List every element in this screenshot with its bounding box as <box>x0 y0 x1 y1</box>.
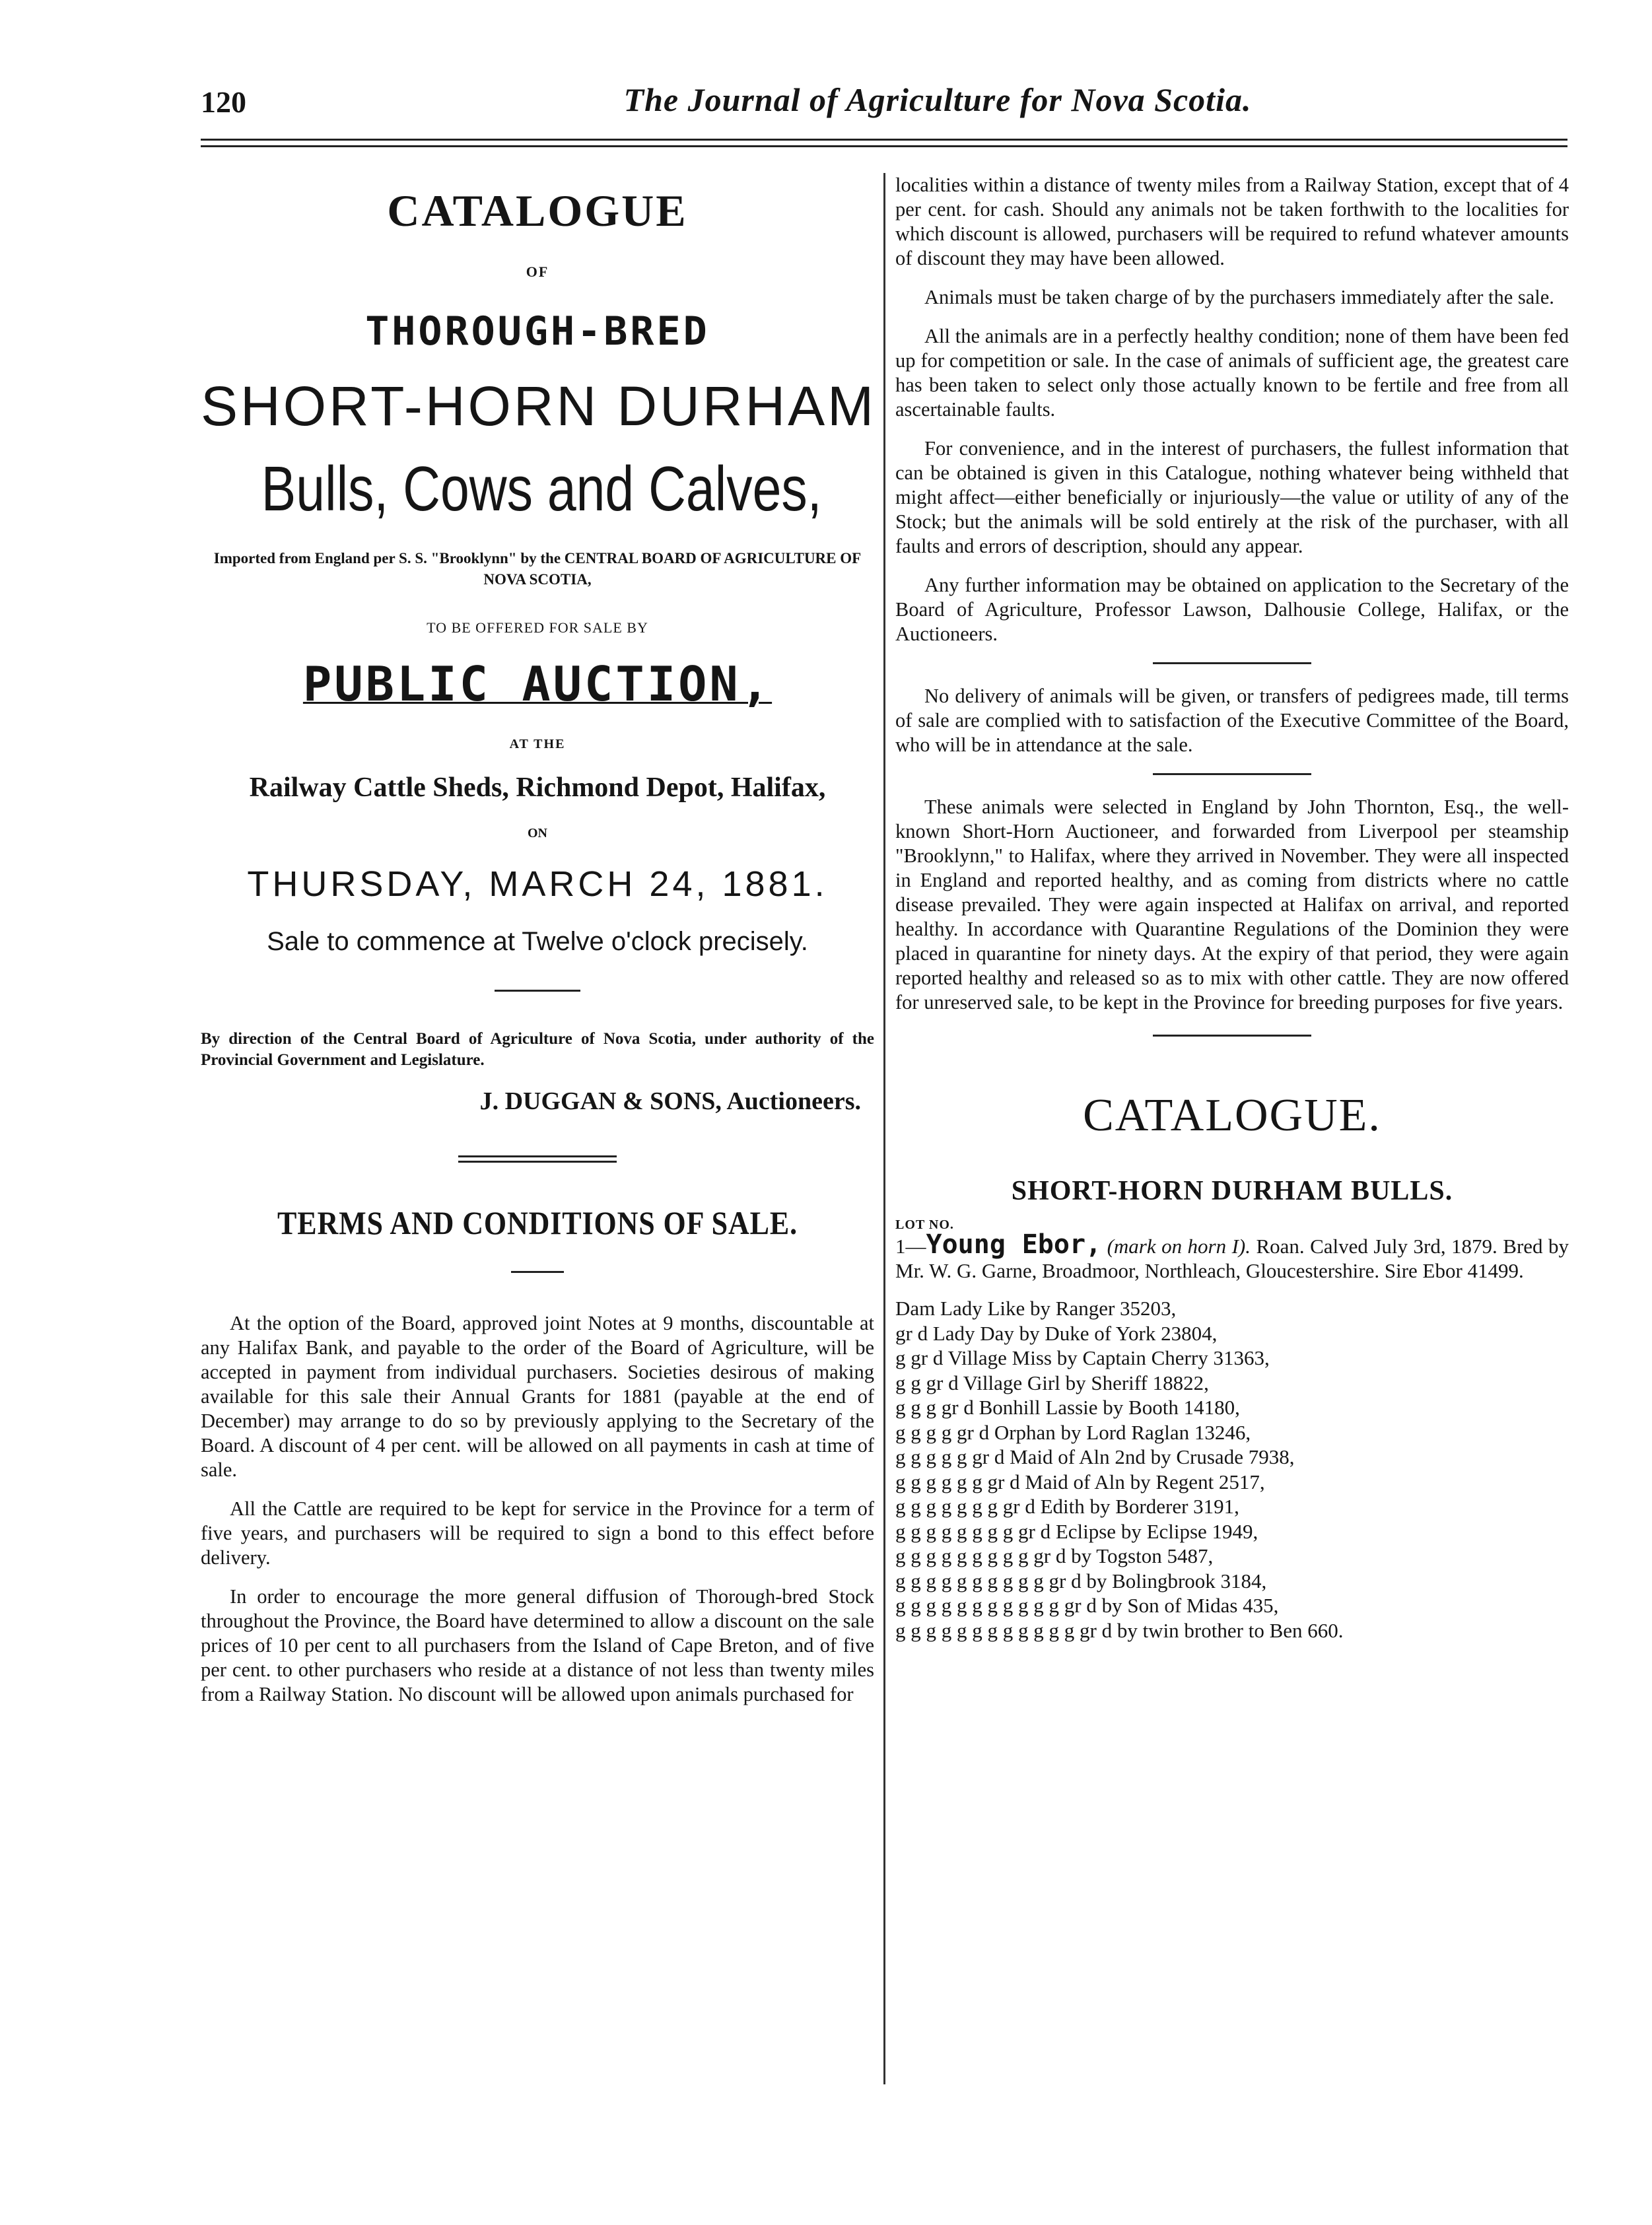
conditions-paragraph-3: All the animals are in a perfectly healthy condition; none of them have been fed up for competition or sale. In the case of animals of sufficient age, the greatest care has been taken to select only those actually known to be fertile and free from all ascertainable faults. <box>895 325 1569 421</box>
direction-notice: By direction of the Central Board of Agriculture of Nova Scotia, under authority of the Provincial Government and Legislature. <box>201 1030 874 1069</box>
delivery-paragraph: No delivery of animals will be given, or transfers of pedigrees made, till terms of sale are complied with to satisfaction of the Executive Committee of the Board, who will be in attendance at the sale. <box>895 685 1569 756</box>
entry-description: Roan. Calved July 3rd, 1879. Bred by Mr. W. G. Garne, Broadmoor, Northleach, Gloucestershire. Sire Ebor 41499. <box>895 1235 1569 1282</box>
lot-number: 1— <box>895 1235 926 1258</box>
of-line: OF <box>526 263 549 280</box>
horn-mark: (mark on horn I). <box>1107 1235 1251 1258</box>
imported-notice: Imported from England per S. S. "Brooklynn" by the CENTRAL BOARD OF AGRICULTURE OF NOVA SCOTIA, <box>213 550 862 588</box>
pedigree-line: g g gr d Village Girl by Sheriff 18822, <box>895 1371 1209 1394</box>
conditions-paragraph-2: Animals must be taken charge of by the purchasers immediately after the sale. <box>924 286 1554 308</box>
pedigree-line: g g g g g g g g g g gr d by Bolingbrook 3184, <box>895 1569 1267 1592</box>
terms-paragraph-1: At the option of the Board, approved joint Notes at 9 months, discountable at any Halifax Bank, and payable to the order of the Board of Agriculture, will be accepted in payment from individual purchasers. Societies desirous of making available for this sale their Annual Grants for 1881 (payable at the end of December) may arrange to do so by previously applying to the Secretary of the Board. A discount of 4 per cent. will be allowed on all payments in cash at time of sale. <box>201 1312 874 1481</box>
pedigree-line: gr d Lady Day by Duke of York 23804, <box>895 1321 1218 1345</box>
terms-paragraph-2: All the Cattle are required to be kept for service in the Province for a term of five years, and purchasers will be required to sign a bond to this effect before delivery. <box>201 1497 874 1569</box>
conditions-paragraph-1: localities within a distance of twenty miles from a Railway Station, except that of 4 per cent. for cash. Should any animals not be taken forthwith to the localities for which discount is allowed, purchasers will be required to refund whatever amounts of discount they may have been allowed. <box>895 174 1569 269</box>
pedigree-line: g g g g g g g g g g g gr d by Son of Midas 435, <box>895 1594 1279 1617</box>
column-divider <box>883 173 885 2084</box>
pedigree-line: g g g g g g g gr d Edith by Borderer 3191, <box>895 1495 1239 1518</box>
pedigree-line: g g g g g g g g gr d Eclipse by Eclipse 1949, <box>895 1519 1258 1543</box>
terms-rule <box>511 1271 564 1273</box>
thorough-bred-line: THOROUGH-BRED <box>365 308 710 355</box>
short-horn-durham-line: SHORT-HORN DURHAM <box>201 375 877 437</box>
section-rule <box>495 990 580 992</box>
pedigree-line: g gr d Village Miss by Captain Cherry 31363, <box>895 1346 1270 1369</box>
catalogue-title: CATALOGUE <box>387 186 688 236</box>
paragraph-rule-3 <box>1153 1035 1311 1037</box>
catalogue-heading: CATALOGUE. <box>1083 1090 1381 1141</box>
terms-title: TERMS AND CONDITIONS OF SALE. <box>277 1204 798 1241</box>
selection-paragraph: These animals were selected in England by John Thornton, Esq., the well-known Short-Horn Auctioneer, and forwarded from Liverpool per steamship "Brooklynn," to Halifax, where they arrived in November. They were all inspected in England and reported healthy, and as coming from districts where no cattle disease prevailed. They were again inspected at Halifax on arrival, and reported healthy. In accordance with Quarantine Regulations of the Dominion they were placed in quarantine for ninety days. At the expiry of that period, they were again reported healthy and released so as to mix with other cattle. They are now offered for unreserved sale, to be kept in the Province for breeding purposes for five years. <box>895 796 1569 1013</box>
pedigree-line: g g g g g gr d Maid of Aln 2nd by Crusade 7938, <box>895 1445 1295 1468</box>
right-column <box>895 173 1569 1643</box>
page-number: 120 <box>201 85 246 119</box>
commence-line: Sale to commence at Twelve o'clock precisely. <box>267 927 808 956</box>
venue-line: Railway Cattle Sheds, Richmond Depot, Halifax, <box>249 772 826 803</box>
pedigree-list <box>895 1296 1569 1643</box>
lot-entry-1 <box>895 1229 1569 1283</box>
public-auction-line: PUBLIC AUCTION, <box>302 656 773 712</box>
journal-title: The Journal of Agriculture for Nova Scotia. <box>623 81 1252 118</box>
bulls-heading: SHORT-HORN DURHAM BULLS. <box>1011 1176 1453 1206</box>
pedigree-line: g g g g g g gr d Maid of Aln by Regent 2517, <box>895 1470 1265 1493</box>
conditions-paragraph-4: For convenience, and in the interest of purchasers, the fullest information that can be obtained is given in this Catalogue, nothing whatever being withheld that might affect—either beneficially or injuriously—the value or utility of any of the Stock; but the animals will be sold entirely at the risk of the purchaser, with all faults and errors of description, should any appear. <box>895 437 1569 557</box>
paragraph-rule-1 <box>1153 662 1311 664</box>
left-column <box>201 173 877 1707</box>
header-rule-bottom <box>201 145 1567 147</box>
pedigree-line: Dam Lady Like by Ranger 35203, <box>895 1297 1177 1320</box>
pedigree-line: g g g g gr d Orphan by Lord Raglan 13246, <box>895 1420 1251 1444</box>
animal-name: Young Ebor, <box>926 1229 1102 1260</box>
double-rule <box>458 1155 617 1163</box>
header-rule-top <box>201 139 1567 141</box>
terms-paragraph-3: In order to encourage the more general diffusion of Thorough-bred Stock throughout the Province, the Board have determined to allow a discount on the sale prices of 10 per cent to all purchasers from the Island of Cape Breton, and of five per cent. to other purchasers who reside at a distance of not less than twenty miles from a Railway Station. No discount will be allowed upon animals purchased for <box>201 1585 874 1705</box>
conditions-paragraph-5: Any further information may be obtained on application to the Secretary of the Board of Agriculture, Professor Lawson, Dalhousie College, Halifax, or the Auctioneers. <box>895 574 1569 645</box>
auctioneers-line: J. DUGGAN & SONS, Auctioneers. <box>479 1087 861 1115</box>
paragraph-rule-2 <box>1153 773 1311 775</box>
pedigree-line: g g g gr d Bonhill Lassie by Booth 14180, <box>895 1396 1240 1419</box>
sale-date: THURSDAY, MARCH 24, 1881. <box>247 864 828 904</box>
at-the-line: AT THE <box>509 737 566 751</box>
pedigree-line: g g g g g g g g g gr d by Togston 5487, <box>895 1544 1214 1567</box>
on-line: ON <box>528 826 547 840</box>
offered-line: TO BE OFFERED FOR SALE BY <box>427 619 648 636</box>
lot-no-label: LOT NO. <box>895 1217 954 1232</box>
bulls-cows-calves-line: Bulls, Cows and Calves, <box>261 454 822 524</box>
pedigree-line: g g g g g g g g g g g g gr d by twin brother to Ben 660. <box>895 1618 1344 1642</box>
